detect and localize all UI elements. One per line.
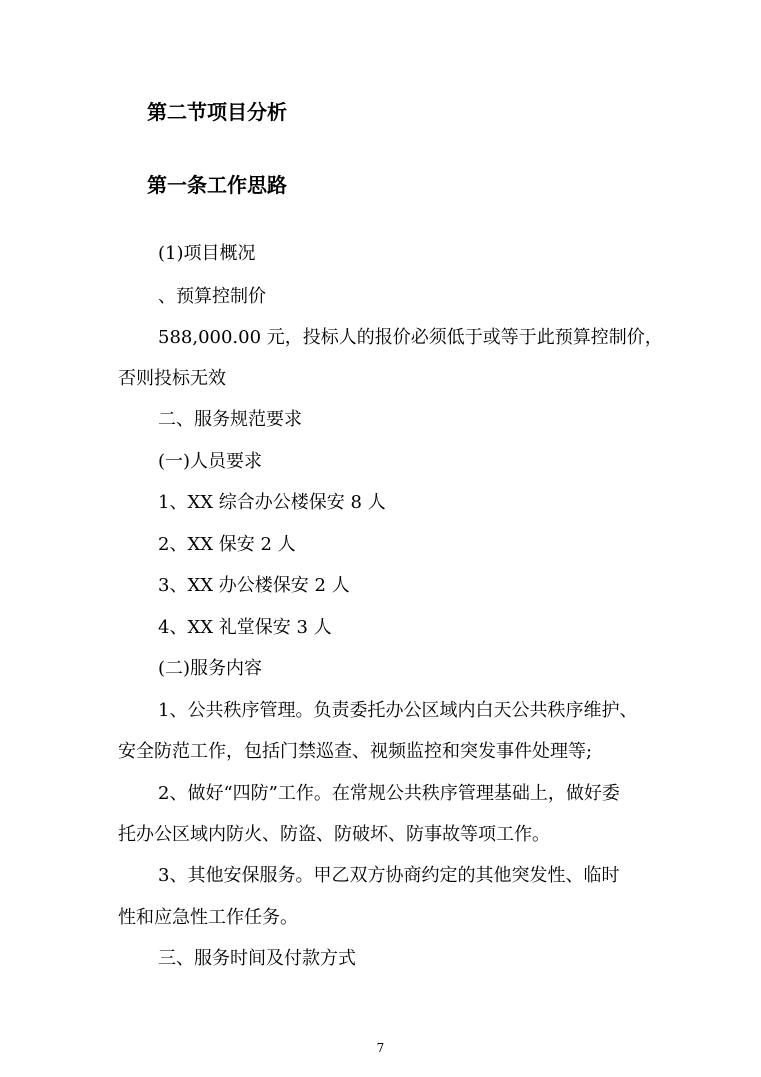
- list-item-staff-2: 2、XX 保安 2 人: [158, 534, 296, 555]
- page-number: 7: [376, 1041, 385, 1055]
- list-item-staff-3: 3、XX 办公楼保安 2 人: [158, 575, 350, 596]
- section-title: 第二节项目分析: [147, 100, 287, 124]
- paragraph-service-time-payment: 三、服务时间及付款方式: [158, 948, 356, 969]
- paragraph-staff-requirements: (一)人员要求: [158, 451, 263, 472]
- list-item-service-3-cont: 性和应急性工作任务。: [118, 907, 298, 928]
- list-item-service-2-cont: 托办公区域内防火、防盗、防破坏、防事故等项工作。: [118, 824, 550, 845]
- article-title: 第一条工作思路: [147, 173, 287, 197]
- paragraph-budget-amount-cont: 否则投标无效: [118, 368, 226, 389]
- list-item-service-3: 3、其他安保服务。甲乙双方协商约定的其他突发性、临时: [158, 865, 620, 886]
- list-item-staff-4: 4、XX 礼堂保安 3 人: [158, 617, 332, 638]
- list-item-staff-1: 1、XX 综合办公楼保安 8 人: [158, 492, 386, 513]
- paragraph-budget-amount: 588,000.00 元，投标人的报价必须低于或等于此预算控制价，: [158, 327, 663, 348]
- list-item-service-1-cont: 安全防范工作，包括门禁巡查、视频监控和突发事件处理等;: [118, 741, 593, 762]
- paragraph-service-requirements: 二、服务规范要求: [158, 409, 302, 430]
- paragraph-project-overview: (1)项目概况: [158, 243, 256, 264]
- list-item-service-2: 2、做好“四防”工作。在常规公共秩序管理基础上，做好委: [158, 783, 620, 804]
- list-item-service-1: 1、公共秩序管理。负责委托办公区域内白天公共秩序维护、: [158, 700, 638, 721]
- paragraph-service-content: (二)服务内容: [158, 658, 263, 679]
- paragraph-budget-control-price: 、预算控制价: [158, 286, 266, 307]
